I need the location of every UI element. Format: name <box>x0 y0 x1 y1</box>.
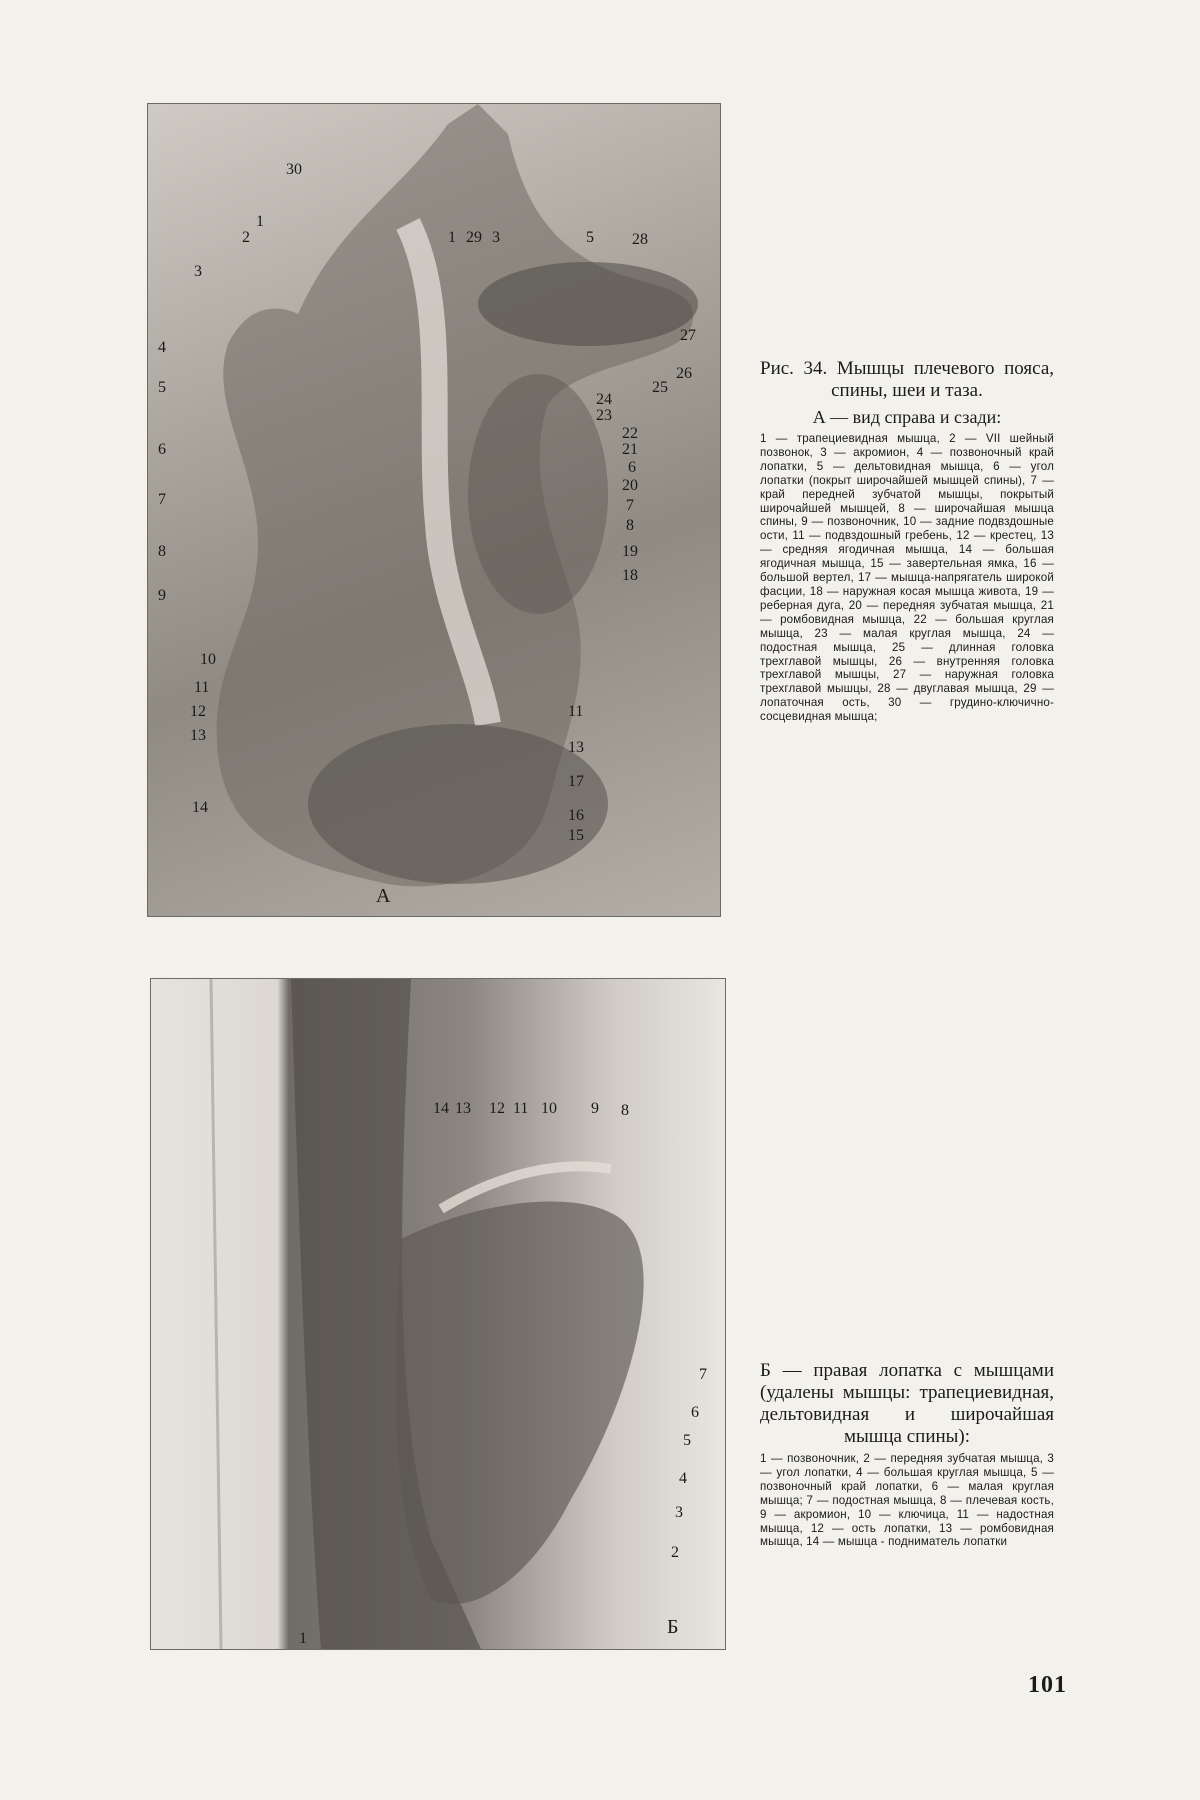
label: 23 <box>596 407 612 424</box>
label: 20 <box>622 477 638 494</box>
label: 11 <box>513 1100 529 1117</box>
label: 14 <box>433 1100 449 1117</box>
caption-b-title: Б — правая лопатка с мышцами (удалены мышцы: трапециевидная, дельтовидная и широчайшая мышца спины): <box>760 1360 1054 1447</box>
figure-a-drawing <box>148 104 720 916</box>
label: 22 <box>622 425 638 442</box>
label: 12 <box>190 703 206 720</box>
figure-b-drawing <box>151 979 725 1649</box>
spine-line <box>211 979 221 1649</box>
label: 10 <box>541 1100 557 1117</box>
figure-a-letter: А <box>376 885 391 907</box>
label: 18 <box>622 567 638 584</box>
caption-a-legend: 1 — трапециевидная мышца, 2 — VII шейный позвонок, 3 — акромион, 4 — позвоночный край лопатки, 5 — дельтовидная мышца, 6 — угол лопатки (покрыт широчайшей мышцей спины), 7 — край передней зубчатой мышцы, покрытый широчайшей мышцей, 8 — широчайшая мышца спины, 9 — позвоночник, 10 — задние подвздошные ости, 11 — подвздошный гребень, 12 — крестец, 13 — средняя ягодичная мышца, 14 — большая ягодичная мышца, 15 — завертельная ямка, 16 — большой вертел, 17 — мышца-напрягатель широкой фасции, 18 — наружная косая мышца живота, 19 — реберная дуга, 20 — передняя зубчатая мышца, 21 — ромбовидная мышца, 22 — большая круглая мышца, 23 — малая круглая мышца, 24 — подостная мышца, 25 — длинная головка трехглавой мышцы, 26 — внутренняя головка трехглавой мышцы, 27 — наружная головка трехглавой мышцы, 28 — двуглавая мышца, 29 — лопаточная ость, 30 — грудино-ключично-сосцевидная мышца; <box>760 432 1054 724</box>
figure-b-labels-bottom <box>299 1630 307 1647</box>
label: 9 <box>591 1100 599 1117</box>
label: 13 <box>568 739 584 756</box>
label: 2 <box>242 229 250 246</box>
label: 8 <box>621 1102 629 1119</box>
figure-b-labels-right <box>671 1366 707 1561</box>
label: 7 <box>699 1366 707 1383</box>
figure-a-back-muscles <box>147 103 721 917</box>
label: 13 <box>190 727 206 744</box>
caption-b <box>760 1360 1054 1549</box>
page-number: 101 <box>1028 1672 1067 1698</box>
label: 19 <box>622 543 638 560</box>
label: 6 <box>158 441 166 458</box>
deltoid-shape <box>478 262 698 346</box>
label: 3 <box>492 229 500 246</box>
label: 4 <box>679 1470 687 1487</box>
label: 16 <box>568 807 584 824</box>
label: 13 <box>455 1100 471 1117</box>
label: 5 <box>158 379 166 396</box>
scapula-shape <box>395 1202 643 1605</box>
label: 29 <box>466 229 482 246</box>
label: 6 <box>628 459 636 476</box>
caption-a-title: Рис. 34. Мышцы плечевого пояса, спины, шеи и таза. <box>760 358 1054 401</box>
label: 25 <box>652 379 668 396</box>
label: 8 <box>158 543 166 560</box>
caption-b-legend: 1 — позвоночник, 2 — передняя зубчатая мышца, 3 — угол лопатки, 4 — большая круглая мышца, 5 — позвоночный край лопатки, 6 — малая круглая мышца; 7 — подостная мышца, 8 — плечевая кость, 9 — акромион, 10 — ключица, 11 — надостная мышца, 12 — ость лопатки, 13 — ромбовидная мышца, 14 — мышца - подниматель лопатки <box>760 1452 1054 1549</box>
label: 5 <box>683 1432 691 1449</box>
label: 3 <box>675 1504 683 1521</box>
label: 10 <box>200 651 216 668</box>
label: 2 <box>671 1544 679 1561</box>
label: 21 <box>622 441 638 458</box>
label: 24 <box>596 391 612 408</box>
figure-b-scapula-muscles <box>150 978 726 1650</box>
label: 1 <box>256 213 264 230</box>
label: 1 <box>299 1630 307 1647</box>
caption-a <box>760 358 1054 724</box>
figure-b-labels-top <box>433 1100 629 1119</box>
label: 27 <box>680 327 696 344</box>
label: 7 <box>626 497 634 514</box>
label: 30 <box>286 161 302 178</box>
latissimus-shape <box>468 374 608 614</box>
label: 1 <box>448 229 456 246</box>
label: 26 <box>676 365 692 382</box>
clavicle-shape <box>441 1166 611 1209</box>
label: 6 <box>691 1404 699 1421</box>
label: 5 <box>586 229 594 246</box>
label: 3 <box>194 263 202 280</box>
label: 14 <box>192 799 208 816</box>
label: 12 <box>489 1100 505 1117</box>
figure-b-letter: Б <box>667 1616 679 1638</box>
label: 15 <box>568 827 584 844</box>
gluteal-shape <box>308 724 608 884</box>
label: 4 <box>158 339 166 356</box>
label: 17 <box>568 773 584 790</box>
label: 11 <box>568 703 584 720</box>
label: 7 <box>158 491 166 508</box>
label: 11 <box>194 679 210 696</box>
label: 28 <box>632 231 648 248</box>
caption-a-subtitle: А — вид справа и сзади: <box>812 407 1002 427</box>
label: 9 <box>158 587 166 604</box>
label: 8 <box>626 517 634 534</box>
